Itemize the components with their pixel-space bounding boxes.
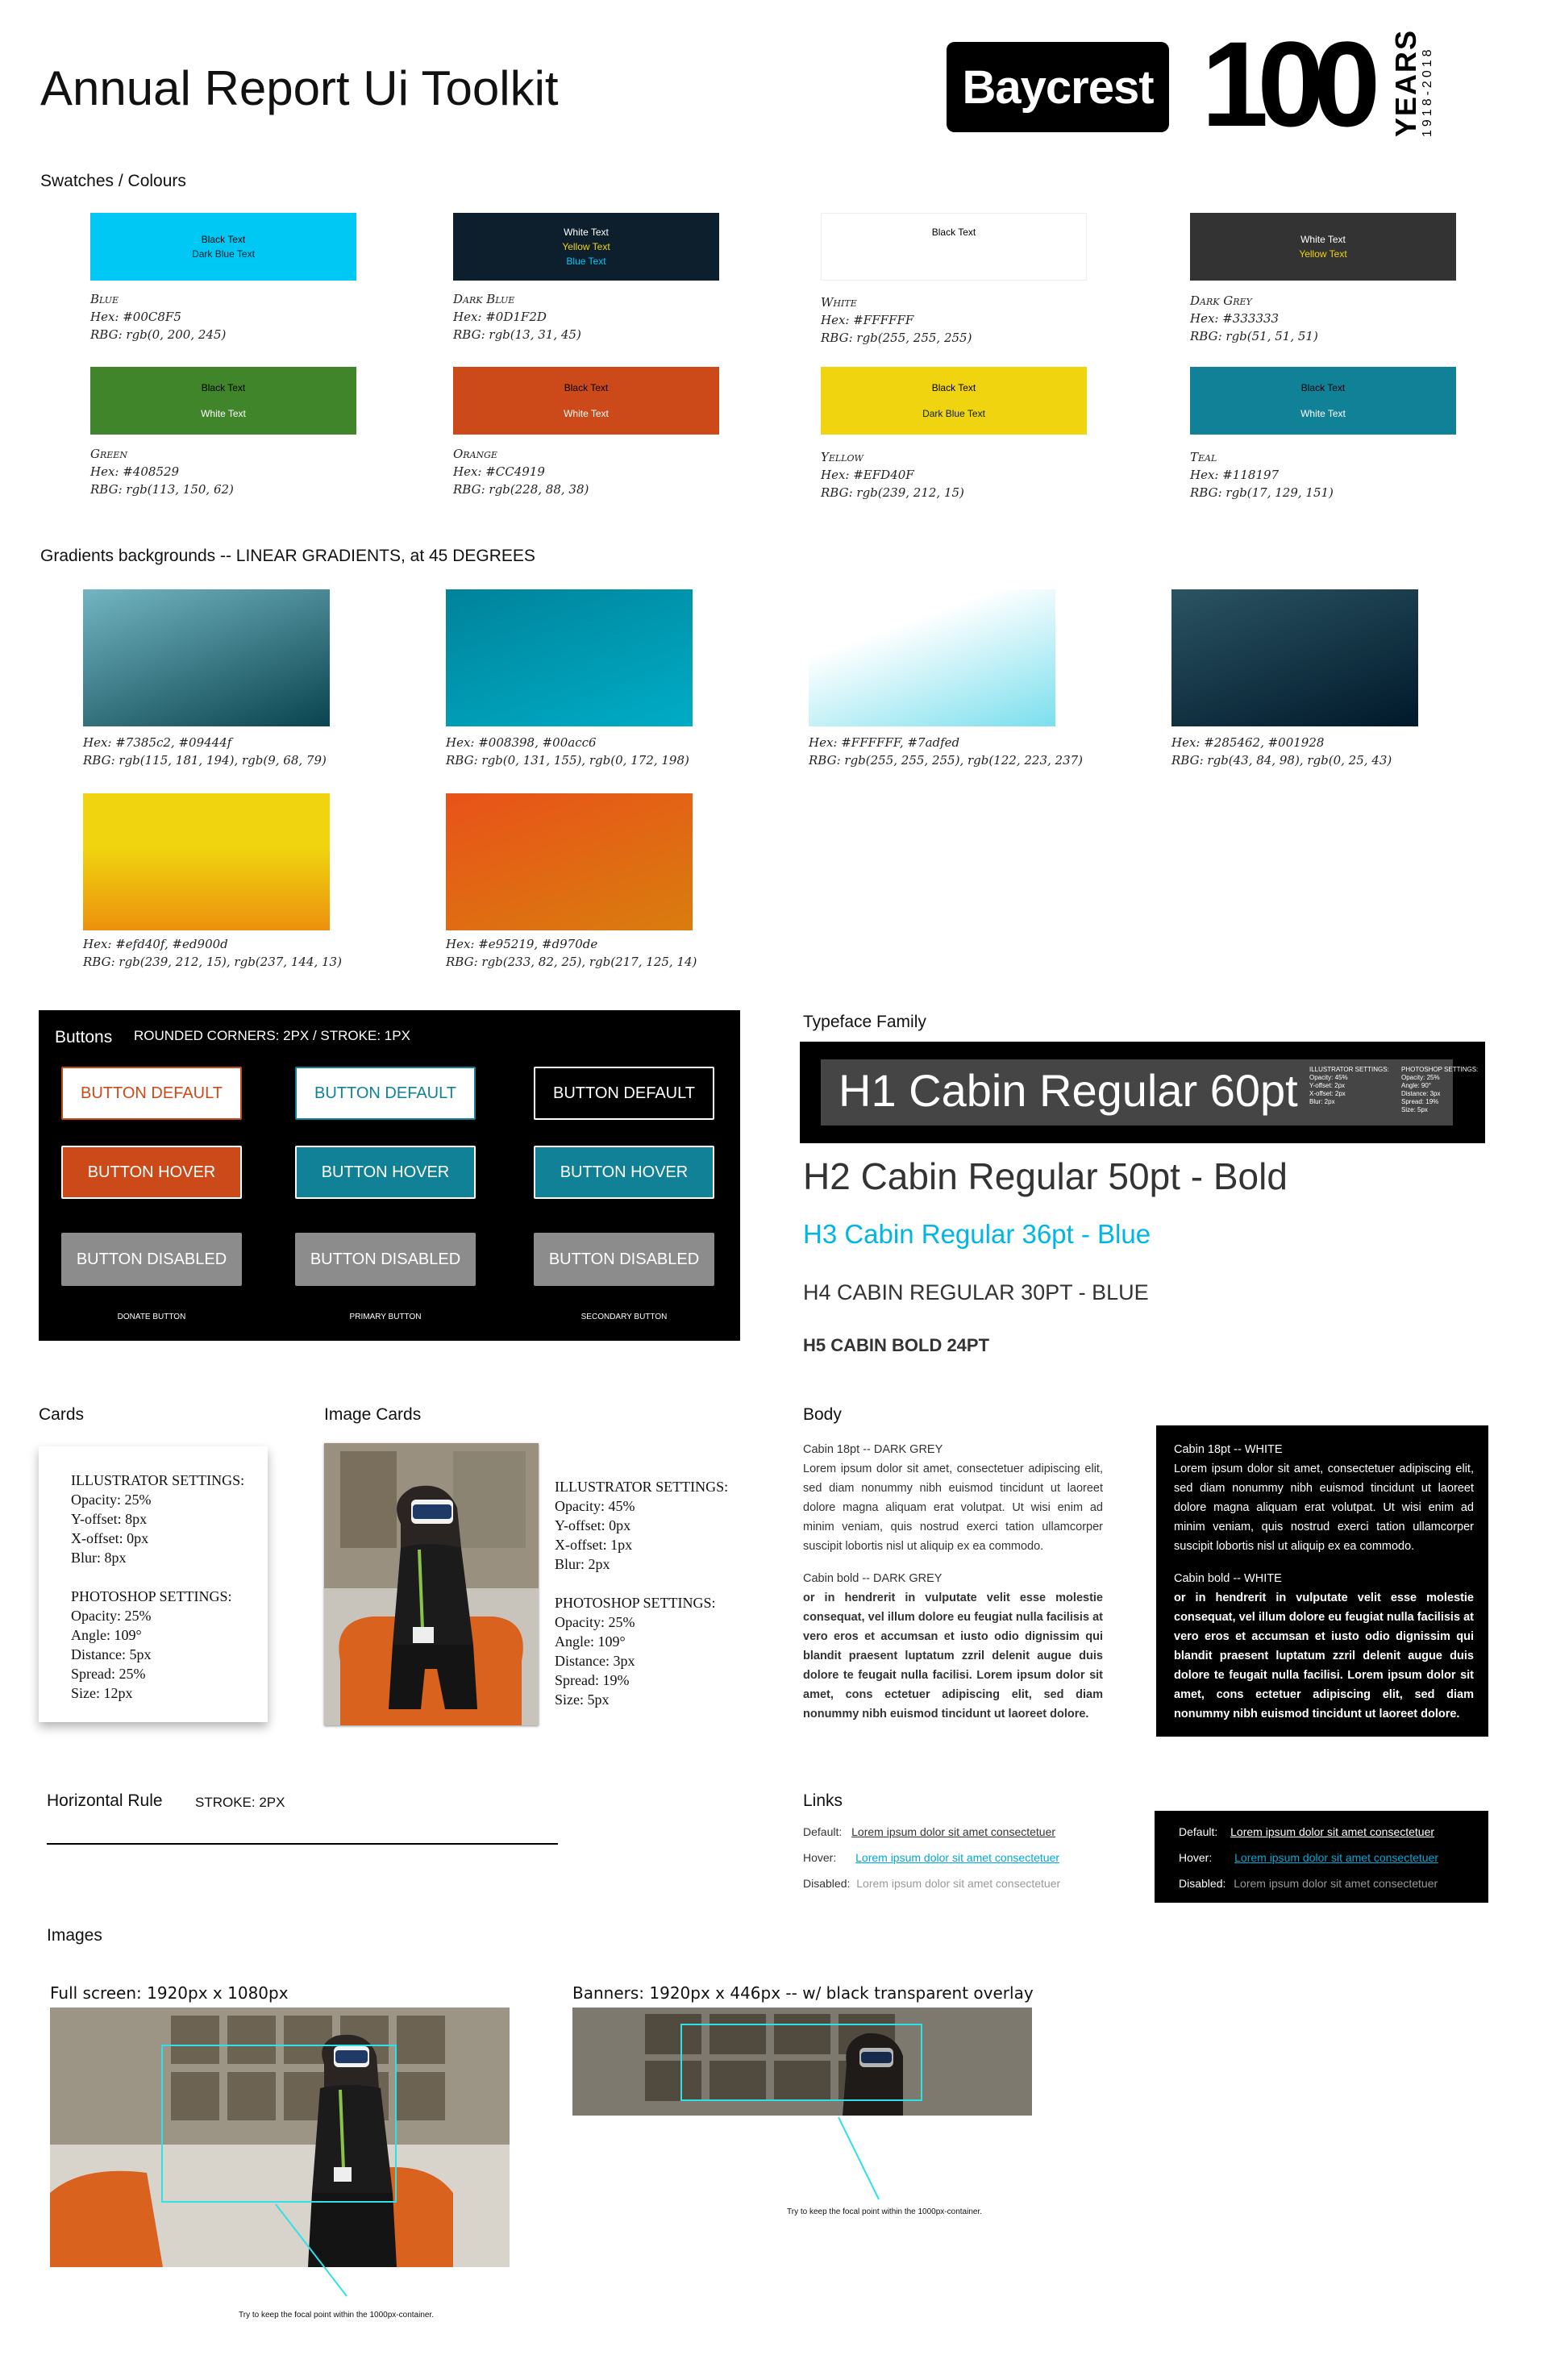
settings-line: Size: 12px [71,1685,133,1701]
swatch-text-white: White Text [1300,234,1346,245]
swatch-text-dark-blue: Dark Blue Text [922,408,985,419]
hr-heading: Horizontal Rule [47,1791,163,1810]
gradient-caption-5 [83,935,342,971]
settings-line: Distance: 3px [555,1653,635,1669]
settings-title: ILLUSTRATOR SETTINGS: [1309,1066,1389,1073]
body-regular-text: Lorem ipsum dolor sit amet, consectetuer adipiscing elit, sed diam nonummy nibh euismod tincidunt ut laoreet dolore magna aliquam erat volutpat. Ut wisi enim ad minim veniam, quis nostrud exerci tation ullamcorper suscipit lobortis nisl ut aliquip ex ea commodo. [1174,1463,1474,1553]
swatch-hex: Hex: #333333 [1190,311,1280,326]
swatch-rgb: RBG: rgb(255, 255, 255) [821,331,972,345]
gradient-caption-4 [1171,734,1392,769]
swatch-green-caption [90,445,234,498]
settings-line: Blur: 2px [555,1556,610,1572]
settings-title: PHOTOSHOP SETTINGS: [71,1588,232,1604]
settings-line: Size: 5px [555,1691,610,1708]
donate-button-disabled[interactable]: BUTTON DISABLED [61,1233,242,1286]
settings-line: Opacity: 25% [1401,1074,1440,1081]
body-dark-sample [803,1440,1103,1724]
link-disabled-label: Disabled: [1179,1877,1226,1890]
h4-sample: H4 CABIN REGULAR 30PT - BLUE [803,1280,1149,1304]
swatch-text-yellow: Yellow Text [1299,248,1347,260]
link-hover[interactable]: Lorem ipsum dolor sit amet consectetuer [855,1851,1060,1864]
link-row-disabled [803,1877,1060,1890]
banner-focal-point-box [680,2024,922,2101]
link-default[interactable]: Lorem ipsum dolor sit amet consectetuer [851,1825,1056,1838]
swatch-name: Dark Grey [1190,293,1252,308]
settings-line: X-offset: 1px [555,1537,633,1553]
secondary-button-label: SECONDARY BUTTON [580,1313,668,1321]
swatch-rgb: RBG: rgb(113, 150, 62) [90,482,234,497]
swatch-hex: Hex: #CC4919 [453,464,545,479]
swatch-white [821,213,1087,281]
gradient-hex: Hex: #e95219, #d970de [446,937,598,951]
secondary-button-disabled[interactable]: BUTTON DISABLED [534,1233,714,1286]
hr-spec: STROKE: 2PX [195,1795,285,1810]
body-white-sample [1174,1440,1474,1724]
settings-line: Y-offset: 2px [1309,1082,1346,1089]
gradient-hex: Hex: #FFFFFF, #7adfed [809,735,960,750]
h1-sample: H1 Cabin Regular 60pt [838,1065,1298,1116]
swatch-yellow-caption [821,448,964,501]
body-regular-title: Cabin 18pt -- WHITE [1174,1443,1283,1456]
logo-100: 100 [1201,16,1370,152]
page-title: Annual Report Ui Toolkit [40,61,559,115]
swatch-text-white: White Text [564,227,609,238]
full-screen-title: Full screen: 1920px x 1080px [50,1983,289,2003]
card-settings [71,1471,244,1703]
gradient-rgb: RBG: rgb(43, 84, 98), rgb(0, 25, 43) [1171,753,1392,768]
swatch-name: Blue [90,292,119,306]
swatch-orange-caption [453,445,589,498]
swatch-orange [453,367,719,435]
swatch-rgb: RBG: rgb(51, 51, 51) [1190,329,1318,343]
centennial-logo [1201,16,1459,152]
settings-line: Angle: 90° [1401,1082,1432,1089]
swatch-dark-blue [453,213,719,281]
settings-title: PHOTOSHOP SETTINGS: [1401,1066,1479,1073]
link-disabled: Lorem ipsum dolor sit amet consectetuer [856,1877,1061,1890]
gradient-rgb: RBG: rgb(115, 181, 194), rgb(9, 68, 79) [83,753,327,768]
swatch-blue [90,213,356,281]
swatch-name: Teal [1190,450,1217,464]
swatch-name: Dark Blue [453,292,515,306]
banner-note: Try to keep the focal point within the 1000px-container. [787,2207,982,2216]
gradient-hex: Hex: #efd40f, #ed900d [83,937,228,951]
logo-brand-text: Baycrest [962,60,1154,114]
full-screen-callout-line [274,2203,387,2299]
settings-line: Spread: 25% [71,1666,146,1682]
settings-line: Opacity: 25% [555,1614,635,1630]
banner-title: Banners: 1920px x 446px -- w/ black transparent overlay [572,1983,1034,2003]
settings-line: Distance: 5px [71,1646,152,1662]
links-dark-panel [1155,1811,1488,1903]
h1-sample-panel [800,1042,1485,1143]
settings-line: Spread: 19% [1401,1098,1439,1105]
settings-title: ILLUSTRATOR SETTINGS: [71,1472,245,1488]
swatch-hex: Hex: #FFFFFF [821,313,914,327]
baycrest-logo [947,42,1169,132]
swatch-name: Yellow [821,450,863,464]
swatch-name: Orange [453,447,497,461]
settings-line: Y-offset: 8px [71,1511,148,1527]
swatch-dark-blue-caption [453,290,581,343]
swatch-rgb: RBG: rgb(239, 212, 15) [821,485,964,500]
banner-callout-line [806,2116,887,2204]
settings-line: Blur: 2px [1309,1098,1335,1105]
swatch-text-black: Black Text [931,227,976,238]
gradient-rgb: RBG: rgb(0, 131, 155), rgb(0, 172, 198) [446,753,689,768]
swatch-text-white: White Text [564,408,609,419]
gradient-swatch-4 [1171,589,1418,726]
link-row-disabled [1179,1877,1438,1890]
h2-sample: H2 Cabin Regular 50pt - Bold [803,1155,1288,1197]
link-row-hover [1179,1851,1438,1864]
gradient-swatch-6 [446,793,693,930]
buttons-heading: Buttons [55,1028,113,1046]
link-row-default [803,1825,1055,1838]
secondary-button-hover[interactable]: BUTTON HOVER [534,1146,714,1199]
swatch-text-blue: Blue Text [566,256,606,267]
body-regular-text: Lorem ipsum dolor sit amet, consectetuer adipiscing elit, sed diam nonummy nibh euismod tincidunt ut laoreet dolore magna aliquam erat volutpat. Ut wisi enim ad minim veniam, quis nostrud exerci tation ullamcorper suscipit lobortis nisl ut aliquip ex ea commodo. [803,1463,1103,1553]
settings-line: Y-offset: 0px [555,1517,631,1533]
link-row-default [1179,1825,1434,1838]
body-bold-text: or in hendrerit in vulputate velit esse molestie consequat, vel illum dolore eu feugiat nulla facilisis at vero eros et accumsan et iusto odio dignissim qui blandit praesent luptatum zzril delenit augue duis dolore te feugait nulla facilisi. Lorem ipsum dolor sit amet, cons ectetuer adipiscing elit, sed diam nonummy nibh euismod tincidunt ut laoreet dolore. [803,1592,1103,1721]
settings-line: X-offset: 2px [1309,1090,1346,1097]
swatch-hex: Hex: #00C8F5 [90,310,181,324]
swatch-rgb: RBG: rgb(17, 129, 151) [1190,485,1334,500]
image-cards-heading: Image Cards [324,1405,422,1424]
swatch-text-black: Black Text [201,382,246,393]
swatch-text-dark-blue: Dark Blue Text [192,248,255,260]
primary-button-default[interactable]: BUTTON DEFAULT [295,1067,476,1120]
swatch-yellow [821,367,1087,435]
settings-line: Angle: 109° [555,1633,626,1650]
donate-button-default[interactable]: BUTTON DEFAULT [61,1067,242,1120]
donate-button-label: DONATE BUTTON [117,1313,186,1321]
swatch-name: White [821,295,857,310]
swatch-hex: Hex: #408529 [90,464,180,479]
settings-title: ILLUSTRATOR SETTINGS: [555,1479,729,1495]
link-hover[interactable]: Lorem ipsum dolor sit amet consectetuer [1234,1851,1439,1864]
logo-years-block [1389,28,1496,137]
swatch-text-yellow: Yellow Text [562,241,610,252]
settings-title: PHOTOSHOP SETTINGS: [555,1595,716,1611]
full-screen-note: Try to keep the focal point within the 1000px-container. [239,2311,434,2320]
gradient-caption-1 [83,734,327,769]
image-card-settings [555,1477,728,1709]
logo-years: YEARS [1389,28,1422,137]
swatch-dark-grey [1190,213,1456,281]
focal-point-box [161,2045,397,2203]
link-disabled: Lorem ipsum dolor sit amet consectetuer [1234,1877,1438,1890]
settings-line: Opacity: 25% [71,1608,152,1624]
links-heading: Links [803,1791,843,1810]
settings-line: Opacity: 45% [1309,1074,1348,1081]
body-white-panel [1156,1425,1488,1737]
link-hover-label: Hover: [1179,1851,1213,1864]
swatch-teal [1190,367,1456,435]
settings-line: Opacity: 45% [555,1498,635,1514]
gradient-caption-2 [446,734,689,769]
link-hover-label: Hover: [803,1851,837,1864]
link-disabled-label: Disabled: [803,1877,851,1890]
swatch-hex: Hex: #0D1F2D [453,310,547,324]
body-bold-text: or in hendrerit in vulputate velit esse molestie consequat, vel illum dolore eu feugiat nulla facilisis at vero eros et accumsan et iusto odio dignissim qui blandit praesent luptatum zzril delenit augue duis dolore te feugait nulla facilisi. Lorem ipsum dolor sit amet, cons ectetuer adipiscing elit, sed diam nonummy nibh euismod tincidunt ut laoreet dolore. [1174,1592,1474,1721]
swatch-text-black: Black Text [931,382,976,393]
hr-sample [47,1843,558,1845]
gradient-hex: Hex: #285462, #001928 [1171,735,1325,750]
h3-sample: H3 Cabin Regular 36pt - Blue [803,1219,1151,1249]
cards-heading: Cards [39,1405,85,1424]
card-sample[interactable] [39,1446,268,1722]
settings-line: Blur: 8px [71,1550,127,1566]
swatch-blue-caption [90,290,226,343]
swatch-text-white: White Text [201,408,246,419]
gradient-caption-3 [809,734,1083,769]
body-regular-title: Cabin 18pt -- DARK GREY [803,1443,943,1456]
primary-button-hover[interactable]: BUTTON HOVER [295,1146,476,1199]
gradients-heading: Gradients backgrounds -- LINEAR GRADIENTS, at 45 DEGREES [40,547,535,565]
swatch-white-caption [821,293,972,347]
body-bold-title: Cabin bold -- DARK GREY [803,1572,943,1585]
donate-button-hover[interactable]: BUTTON HOVER [61,1146,242,1199]
h1-illustrator-settings [1309,1066,1389,1106]
banner-image [572,2008,1032,2116]
buttons-spec: ROUNDED CORNERS: 2PX / STROKE: 1PX [134,1028,410,1043]
swatch-rgb: RBG: rgb(0, 200, 245) [90,327,227,342]
gradient-caption-6 [446,935,697,971]
swatch-rgb: RBG: rgb(13, 31, 45) [453,327,581,342]
link-default[interactable]: Lorem ipsum dolor sit amet consectetuer [1230,1825,1435,1838]
swatch-name: Green [90,447,127,461]
swatch-hex: Hex: #EFD40F [821,468,914,482]
swatch-teal-caption [1190,448,1334,501]
settings-line: Opacity: 25% [71,1492,152,1508]
logo-range: 1918-2018 [1421,46,1434,137]
h1-photoshop-settings [1401,1066,1478,1114]
buttons-panel [39,1010,740,1341]
gradient-swatch-5 [83,793,330,930]
swatch-dark-grey-caption [1190,292,1318,345]
settings-line: Angle: 109° [71,1627,142,1643]
gradient-rgb: RBG: rgb(239, 212, 15), rgb(237, 144, 13) [83,955,342,969]
settings-line: Size: 5px [1401,1106,1428,1113]
images-heading: Images [47,1926,102,1945]
swatches-heading: Swatches / Colours [40,172,186,190]
body-bold-title: Cabin bold -- WHITE [1174,1572,1282,1585]
gradient-rgb: RBG: rgb(233, 82, 25), rgb(217, 125, 14) [446,955,697,969]
swatch-rgb: RBG: rgb(228, 88, 38) [453,482,589,497]
swatch-text-black: Black Text [1300,382,1346,393]
gradient-rgb: RBG: rgb(255, 255, 255), rgb(122, 223, 237) [809,753,1084,768]
swatch-text-white: White Text [1300,408,1346,419]
secondary-button-default[interactable]: BUTTON DEFAULT [534,1067,714,1120]
swatch-green [90,367,356,435]
typeface-heading: Typeface Family [803,1013,926,1031]
link-default-label: Default: [1179,1825,1218,1838]
image-card-photo[interactable] [324,1443,539,1725]
body-heading: Body [803,1405,842,1424]
settings-line: X-offset: 0px [71,1530,149,1546]
gradient-hex: Hex: #7385c2, #09444f [83,735,232,750]
vr-person-photo [324,1443,539,1725]
swatch-text-black: Black Text [564,382,609,393]
link-row-hover [803,1851,1059,1864]
link-default-label: Default: [803,1825,843,1838]
settings-line: Spread: 19% [555,1672,630,1688]
gradient-swatch-3 [809,589,1055,726]
gradient-hex: Hex: #008398, #00acc6 [446,735,597,750]
settings-line: Distance: 3px [1401,1090,1441,1097]
primary-button-label: PRIMARY BUTTON [349,1313,422,1321]
gradient-swatch-1 [83,589,330,726]
gradient-swatch-2 [446,589,693,726]
swatch-hex: Hex: #118197 [1190,468,1280,482]
primary-button-disabled[interactable]: BUTTON DISABLED [295,1233,476,1286]
h5-sample: H5 CABIN BOLD 24PT [803,1335,990,1355]
swatch-text-black: Black Text [201,234,246,245]
